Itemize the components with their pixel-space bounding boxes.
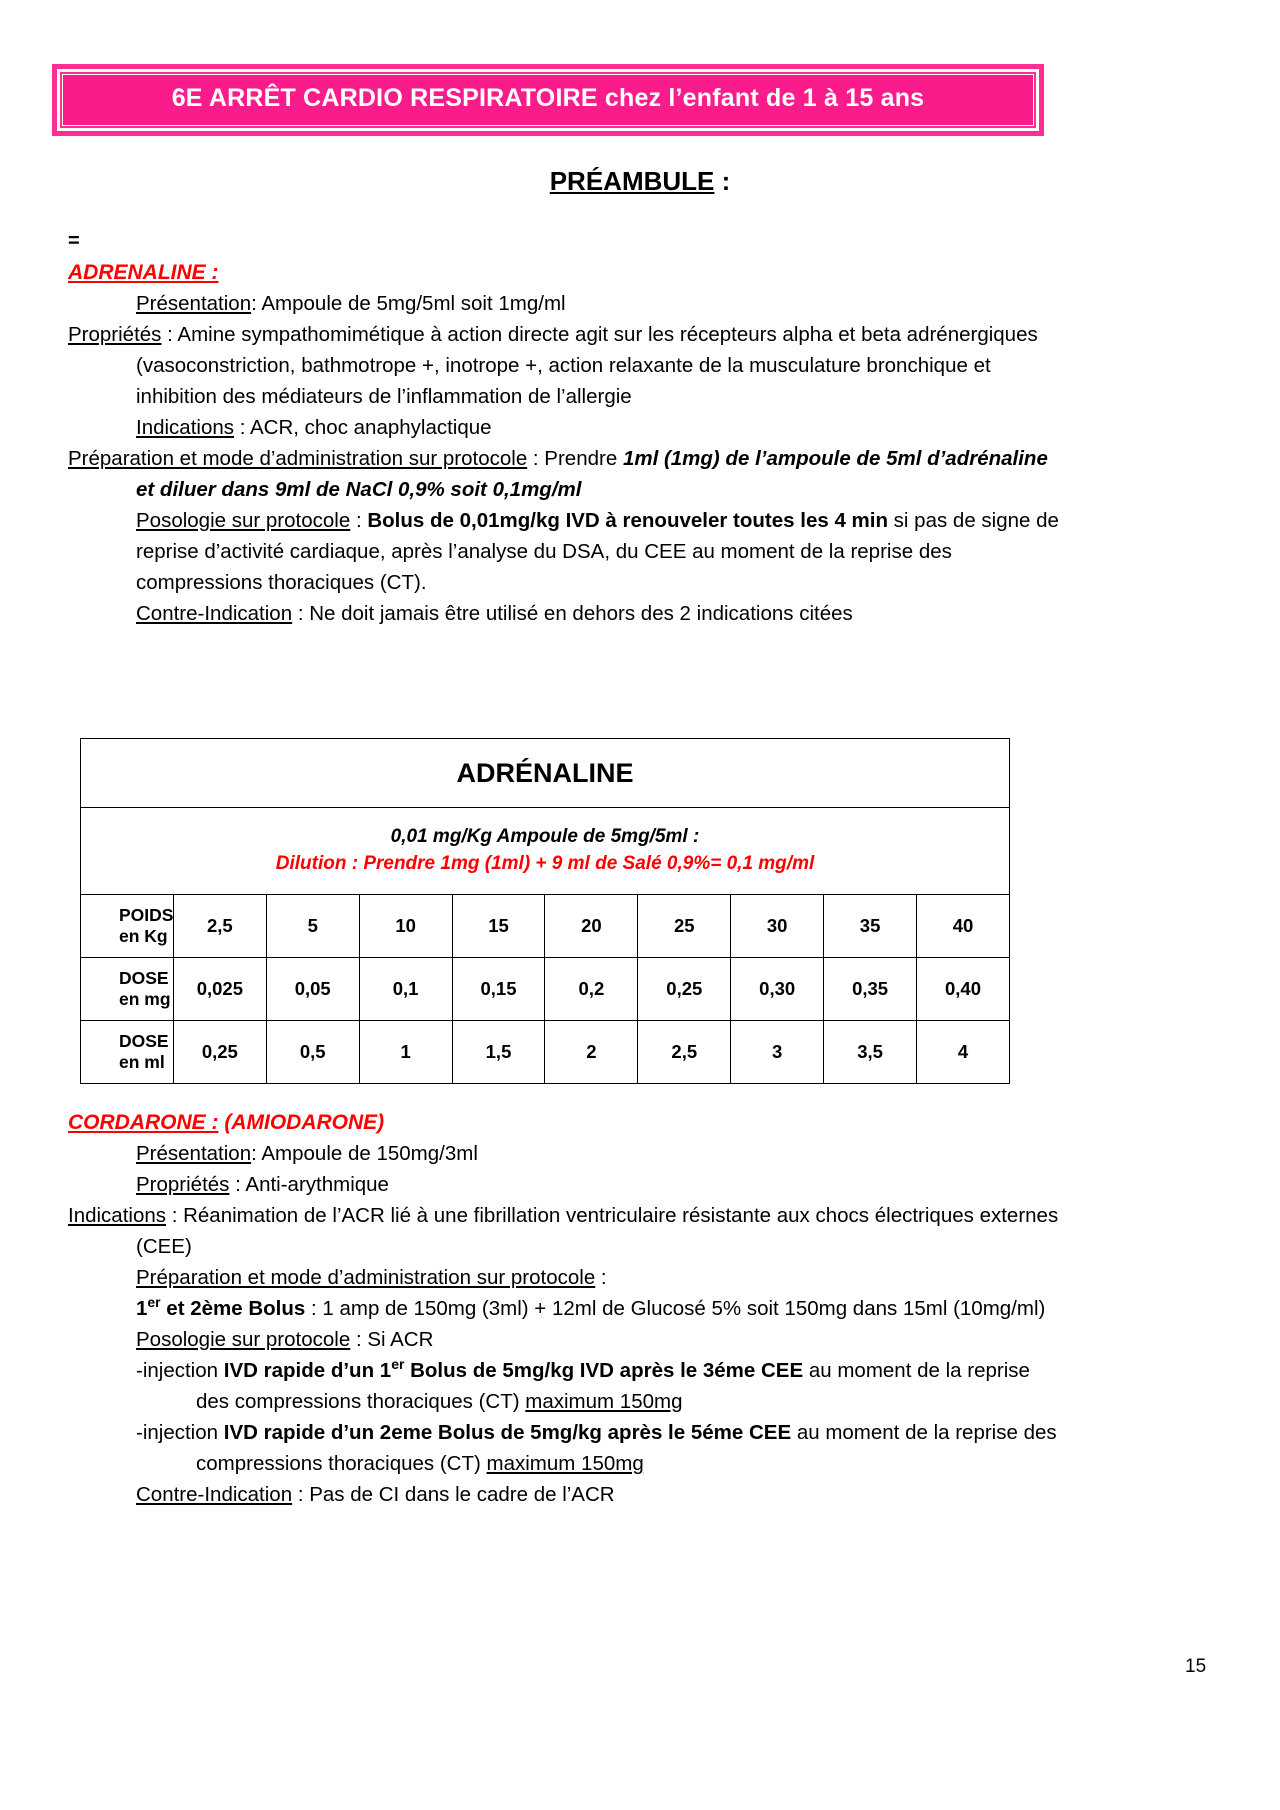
cell-poids-0: 2,5 [173,895,266,958]
proprietes-text: : Amine sympathomimétique à action directe agit sur les récepteurs alpha et beta adrénergiques (vasoconstriction, bathmotrope +, inotrope +, action relaxante de la musculature bronchique et inhibition des médiateurs de l’inflammation de l’allergie [136,323,1038,408]
preparation-label: Préparation et mode d’administration sur protocole [68,447,528,470]
table-row [81,895,1010,958]
presentation-label: Présentation [136,292,252,315]
preparation-bold-text: 1ml (1mg) de l’ampoule de 5ml d’adrénaline et diluer dans 9ml de NaCl 0,9% soit 0,1mg/ml [136,447,1048,501]
injection2-max-text: maximum 150mg [486,1452,644,1475]
adrenaline-indications-line [68,412,1068,443]
posologie-sep: : [350,509,368,532]
table-title-cell: ADRÉNALINE [81,739,1010,808]
cell-dose-mg-5: 0,25 [638,958,731,1021]
cordarone-bolus-sup: er [147,1294,161,1311]
cordarone-preparation-label: Préparation et mode d’administration sur protocole [136,1266,596,1289]
cordarone-contre-text: : Pas de CI dans le cadre de l’ACR [292,1483,615,1506]
cell-dose-mg-1: 0,05 [266,958,359,1021]
equal-marker: = [68,230,80,252]
table-row [81,1021,1010,1084]
adrenaline-posologie-line [68,505,1068,598]
cell-dose-ml-3: 1,5 [452,1021,545,1084]
cell-poids-8: 40 [917,895,1010,958]
cordarone-proprietes-label: Propriétés [136,1173,230,1196]
cordarone-contre-label: Contre-Indication [136,1483,293,1506]
page-number: 15 [1185,1656,1207,1677]
table-subtitle-line2: Dilution : Prendre 1mg (1ml) + 9 ml de Salé 0,9%= 0,1 mg/ml [275,853,815,874]
cell-dose-mg-7: 0,35 [824,958,917,1021]
table-row [81,958,1010,1021]
cordarone-presentation-line [68,1138,1068,1169]
cell-dose-ml-7: 3,5 [824,1021,917,1084]
cell-poids-7: 35 [824,895,917,958]
cell-dose-mg-4: 0,2 [545,958,638,1021]
cell-poids-6: 30 [731,895,824,958]
adrenaline-heading [68,258,1068,288]
cell-poids-1: 5 [266,895,359,958]
injection1-sup: er [391,1356,405,1373]
cell-dose-ml-0: 0,25 [173,1021,266,1084]
proprietes-label: Propriétés [68,323,162,346]
cordarone-indications-label: Indications [68,1204,167,1227]
injection1-prefix: -injection [136,1359,224,1382]
cordarone-presentation-text: : Ampoule de 150mg/3ml [251,1142,478,1165]
indications-label: Indications [136,416,235,439]
cordarone-proprietes-text: : Anti-arythmique [229,1173,389,1196]
row-label-dose-ml: DOSE en ml [81,1021,174,1084]
cell-poids-2: 10 [359,895,452,958]
table-title-row [81,739,1010,808]
cordarone-injection2-line [68,1417,1068,1479]
cordarone-bolus-bold-post: et 2ème Bolus [160,1297,306,1320]
page-banner [52,64,1044,136]
preambule-colon: : [714,166,731,196]
cell-dose-mg-2: 0,1 [359,958,452,1021]
cordarone-heading-bold: CORDARONE : [68,1111,219,1134]
adrenaline-heading-text: ADRENALINE : [68,261,219,284]
row-label-dose-mg: DOSE en mg [81,958,174,1021]
cordarone-injection1-line [68,1355,1068,1417]
adrenaline-section [68,228,1068,629]
contre-indication-text: : Ne doit jamais être utilisé en dehors des 2 indications citées [292,602,853,625]
injection2-mid-text: au moment de la reprise des compressions thoraciques (CT) [196,1421,1057,1475]
cordarone-posologie-label: Posologie sur protocole [136,1328,351,1351]
cell-dose-ml-1: 0,5 [266,1021,359,1084]
row-label-poids: POIDS en Kg [81,895,174,958]
adrenaline-presentation-line [68,288,1068,319]
banner-title: 6E ARRÊT CARDIO RESPIRATOIRE chez l’enfant de 1 à 15 ans [171,84,925,112]
cell-dose-mg-6: 0,30 [731,958,824,1021]
cordarone-bolus-line [68,1293,1068,1324]
cordarone-presentation-label: Présentation [136,1142,252,1165]
cell-poids-3: 15 [452,895,545,958]
cordarone-indications-line [68,1200,1068,1262]
posologie-rest-text: si pas de signe de reprise d’activité cardiaque, après l’analyse du DSA, du CEE au moment de la reprise des compressions thoraciques (CT). [136,509,1059,594]
banner-inner-frame [62,74,1034,126]
cell-dose-ml-6: 3 [731,1021,824,1084]
cordarone-heading [68,1108,1068,1138]
cell-dose-ml-5: 2,5 [638,1021,731,1084]
injection1-bold-b: Bolus de 5mg/kg IVD après le 3éme CEE [404,1359,804,1382]
cordarone-bolus-bold-pre: 1 [136,1297,148,1320]
cell-poids-4: 20 [545,895,638,958]
cordarone-bolus-text: : 1 amp de 150mg (3ml) + 12ml de Glucosé 5% soit 150mg dans 15ml (10mg/ml) [305,1297,1046,1320]
table-subtitle-row [81,808,1010,895]
cordarone-preparation-line [68,1262,1068,1293]
adrenaline-proprietes-line [68,319,1068,412]
adrenaline-contre-indication-line [68,598,1068,629]
cell-dose-mg-8: 0,40 [917,958,1010,1021]
banner-outer-frame [57,69,1039,131]
cordarone-contre-indication-line [68,1479,1068,1510]
cell-dose-ml-8: 4 [917,1021,1010,1084]
injection1-max-text: maximum 150mg [525,1390,683,1413]
posologie-bold-text: Bolus de 0,01mg/kg IVD à renouveler toutes les 4 min [367,509,888,532]
preambule-heading [0,166,1280,197]
cordarone-indications-text: : Réanimation de l’ACR lié à une fibrillation ventriculaire résistante aux chocs électriques externes (CEE) [136,1204,1059,1258]
cordarone-posologie-text: : Si ACR [350,1328,434,1351]
cell-dose-mg-0: 0,025 [173,958,266,1021]
contre-indication-label: Contre-Indication [136,602,293,625]
posologie-label: Posologie sur protocole [136,509,351,532]
table-subtitle-cell [81,808,1010,895]
preambule-label: PRÉAMBULE [549,166,715,196]
cell-poids-5: 25 [638,895,731,958]
indications-text: : ACR, choc anaphylactique [234,416,492,439]
injection2-bold: IVD rapide d’un 2eme Bolus de 5mg/kg après le 5éme CEE [223,1421,792,1444]
cordarone-posologie-line [68,1324,1068,1355]
cordarone-preparation-sep: : [595,1266,607,1289]
adrenaline-dose-table [80,738,1010,1084]
adrenaline-dose-table-wrap [80,738,1010,1084]
cell-dose-mg-3: 0,15 [452,958,545,1021]
adrenaline-preparation-line [68,443,1068,505]
cell-dose-ml-2: 1 [359,1021,452,1084]
injection1-mid-text: au moment de la reprise des compressions thoraciques (CT) [196,1359,1030,1413]
table-subtitle-line1: 0,01 mg/Kg Ampoule de 5mg/5ml : [390,826,700,847]
presentation-text: : Ampoule de 5mg/5ml soit 1mg/ml [251,292,566,315]
injection1-bold-a: IVD rapide d’un 1 [223,1359,392,1382]
cordarone-heading-italic: (AMIODARONE) [218,1111,385,1134]
preparation-sep: : Prendre [527,447,623,470]
cordarone-proprietes-line [68,1169,1068,1200]
cordarone-section [68,1108,1068,1510]
cell-dose-ml-4: 2 [545,1021,638,1084]
injection2-prefix: -injection [136,1421,224,1444]
